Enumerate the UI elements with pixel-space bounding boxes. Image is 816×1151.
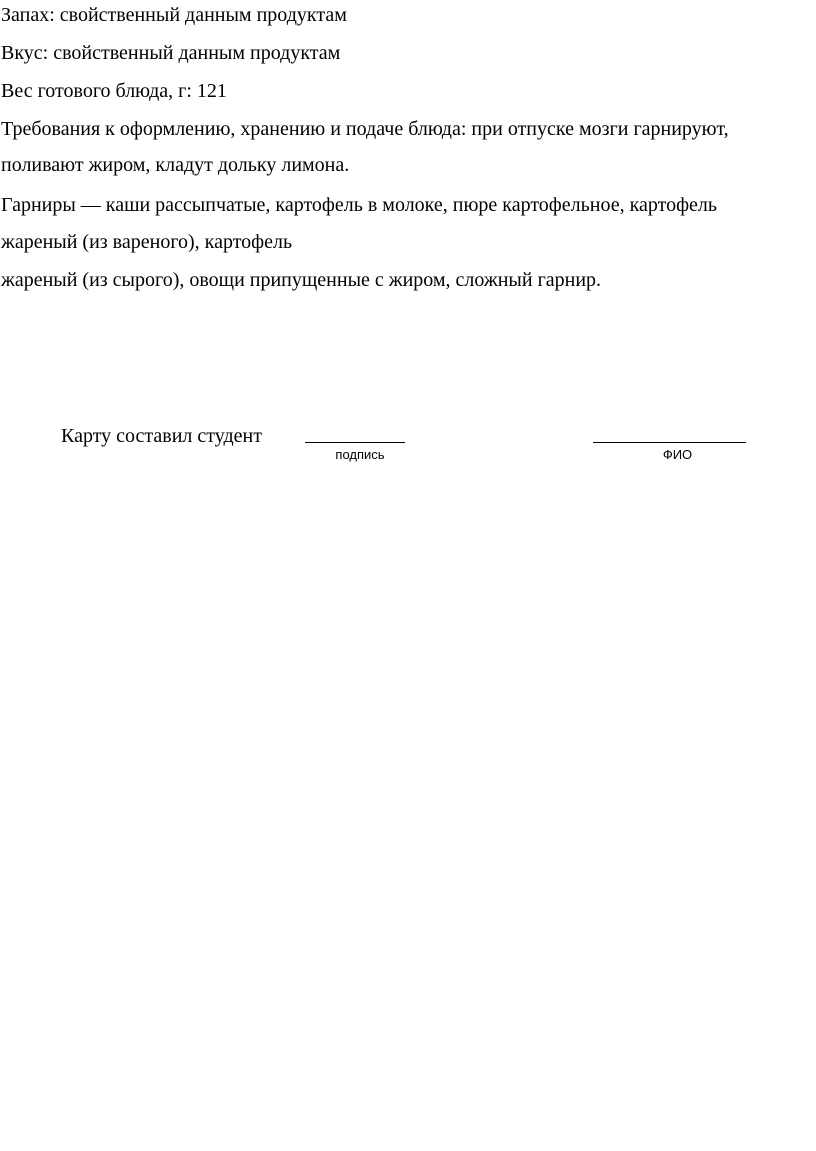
signature-block (0, 420, 816, 480)
garnish-line-2: жареный (из вареного), картофель (1, 231, 293, 253)
name-line (593, 442, 746, 443)
requirements-line-1: Требования к оформлению, хранению и подаче блюда: при отпуске мозги гарнируют, (1, 118, 729, 140)
signature-line (305, 442, 405, 443)
weight-line: Вес готового блюда, г: 121 (1, 80, 227, 102)
garnish-line-3: жареный (из сырого), овощи припущенные с жиром, сложный гарнир. (1, 269, 602, 291)
taste-line: Вкус: свойственный данным продуктам (1, 42, 341, 64)
signature-label: Карту составил студент (61, 425, 262, 447)
signature-caption: подпись (335, 447, 385, 462)
garnish-line-1: Гарниры — каши рассыпчатые, картофель в молоке, пюре картофельное, картофель (1, 194, 718, 216)
name-caption: ФИО (662, 447, 693, 462)
requirements-line-2: поливают жиром, кладут дольку лимона. (1, 154, 350, 176)
smell-line: Запах: свойственный данным продуктам (1, 4, 347, 26)
